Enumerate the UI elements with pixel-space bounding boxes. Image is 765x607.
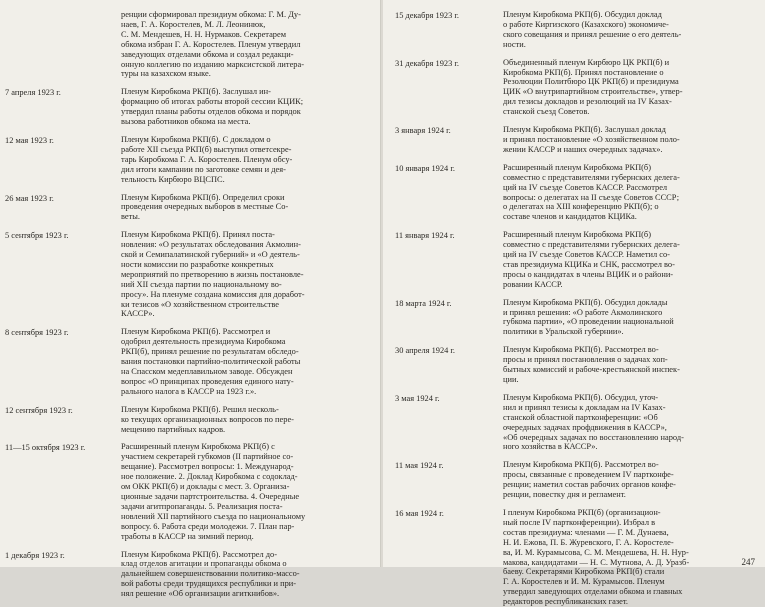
entry-date: 31 декабря 1923 г. <box>395 58 459 68</box>
chronicle-entry <box>395 345 757 385</box>
right-page <box>383 0 765 607</box>
entry-text: Расширенный пленум Киробкома РКП(б) совместно с представителями губернских делега- ций на IV съезде Советов КАССР. Наметил со- став президиума КЦИКа и СНК, рассмотрел во- просы о кандидатах в члены ВЦИК и о райони- ровании КАССР. <box>503 230 680 289</box>
entry-date: 12 мая 1923 г. <box>5 135 54 145</box>
chronicle-entry <box>395 393 757 452</box>
entry-date: 3 мая 1924 г. <box>395 393 440 403</box>
entry-date: 11 мая 1924 г. <box>395 461 444 471</box>
page-number: 247 <box>741 557 755 567</box>
chronicle-entry <box>5 135 370 185</box>
entry-text: Пленум Киробкома РКП(б). Определил сроки проведения очередных выборов в местные Со- веты. <box>121 192 289 222</box>
entry-date: 5 сентября 1923 г. <box>5 231 69 241</box>
chronicle-entry <box>5 10 370 79</box>
entry-text: Объединенный пленум Кирбюро ЦК РКП(б) и Киробкома РКП(б). Принял постановление о Резолюции Политбюро ЦК РКП(б) и президиума ЦИК «О внутрипартийном строительстве», утвер- дил тезисы докладов и резолюций на IV Казах- станской съезд Советов. <box>503 57 683 117</box>
entry-date: 11 января 1924 г. <box>395 231 455 241</box>
entry-date: 1 декабря 1923 г. <box>5 550 65 560</box>
chronicle-entry <box>5 405 370 435</box>
entry-date: 18 марта 1924 г. <box>395 298 452 308</box>
entry-text: Пленум Киробкома РКП(б). Рассмотрел до- клад отделов агитации и пропаганды обкома о дальнейшем совершенствовании политико-массо- вой работы среди трудящихся республики и при- нял решение «Об организации агиткнибов». <box>121 549 300 599</box>
chronicle-entry <box>395 460 757 500</box>
entry-date: 16 мая 1924 г. <box>395 508 444 518</box>
right-chronicle-column <box>395 0 757 607</box>
entry-date: 8 сентября 1923 г. <box>5 328 69 338</box>
chronicle-entry <box>395 508 757 607</box>
entry-text: I пленум Киробкома РКП(б) (организацион- ный после IV партконференции). Избрал в состав президиума: членами — Г. М. Дунаева, Н. И. Ежова, П. Б. Журевского, Г. А. Коростеле- ва, И. М. Курамысова, С. М. Мендешева, Н. Н. Нур- макова, кандидатами — Н. С. Мутнова, А. Д. Уразб- баеву. Секретарями Киробкома РКП(б) стали Г. А. Коростелев и И. М. Курамысов. Пленум утвердил заведующих отделами обкома и главных редакторов республиканских газет. <box>503 507 690 607</box>
entry-text: Пленум Киробкома РКП(б). Обсудил доклады и принял решения: «О работе Акмолинского губкома партии», «О проведении национальной политики в Уральской губернии». <box>503 297 674 337</box>
entry-text: Пленум Киробкома РКП(б). Заслушал доклад и принял постановление «О хозяйственном поло- жении КАССР и наших очередных задачах». <box>503 125 680 154</box>
left-chronicle-column <box>5 0 370 599</box>
chronicle-entry <box>5 193 370 223</box>
chronicle-entry <box>5 442 370 541</box>
chronicle-entry <box>5 230 370 319</box>
entry-date <box>5 10 109 11</box>
entry-text: Пленум Киробкома РКП(б). Обсудил, уточ- нил и принял тезисы к докладам на IV Казах- станской областной партконференции: «Об очередных задачах профдвижения в КАССР», «Об очередных задачах по восстановлению народ- ного хозяйства в КАССР». <box>503 392 684 452</box>
entry-date: 12 сентября 1923 г. <box>5 405 73 415</box>
entry-text: Пленум Киробкома РКП(б). Обсудил доклад о работе Киргизского (Казахского) экономиче- ского совещания и принял решение о его деятель- ности. <box>503 10 682 49</box>
chronicle-entry <box>395 230 757 289</box>
chronicle-entry <box>5 87 370 127</box>
entry-date: 3 января 1924 г. <box>395 126 451 136</box>
entry-text: Расширенный пленум Киробкома РКП(б) с участием секретарей губкомов (II партийное со- вещание). Рассмотрел вопросы: 1. Международ- ное положение. 2. Доклад Киробкома с содоклад- ом ОКК РКП(б) и доклады с мест. 3. Организа- ционные задачи партстроительства. 4. Очередные задачи агитпропаганды. 5. Реализация поста- новлений XII партийного съезда по национальному вопросу. 6. Работа среди молодежи. 7. План пар- тработы в КАССР на зимний период. <box>121 442 306 541</box>
entry-date: 11—15 октября 1923 г. <box>5 443 86 453</box>
chronicle-entry <box>395 10 757 50</box>
entry-date: 7 апреля 1923 г. <box>5 88 61 98</box>
entry-text: Пленум Киробкома РКП(б). С докладом о работе XII съезда РКП(б) выступил ответсекре- тарь Киробкома Г. А. Коростелев. Пленум обсу- дил итоги кампании по заготовке семян и дея- тельность Кирбюро ВЦСПС. <box>121 134 293 184</box>
entry-text: ренции сформировал президиум обкома: Г. М. Ду- наев, Г. А. Коростелев, М. Л. Леонинюк, С. М. Мендешев, Н. Н. Нурмаков. Секретарем обкома избран Г. А. Коростелев. Пленум утвердил заведующих отделами обкома и создал редакци- онную коллегию по изданию марксистской литера- туры на казахском языке. <box>121 10 304 79</box>
entry-date: 30 апреля 1924 г. <box>395 346 456 356</box>
chronicle-entry <box>5 327 370 396</box>
entry-text: Пленум Киробкома РКП(б). Принял поста- новления: «О результатах обследования Акмолин- ской и Семипалатинской губерний» и «О деятель- ности комиссии по разработке конкретных мероприятий по претворению в жизнь постановле- ний XII съезда партии по национальному во- просу». На пленуме создана комиссия для доработ- ки тезисов «О хозяйственном строительстве КАССР». <box>121 230 305 319</box>
chronicle-entry <box>5 550 370 600</box>
entry-date: 15 декабря 1923 г. <box>395 11 459 20</box>
entry-text: Пленум Киробкома РКП(б). Рассмотрел и одобрил деятельность президиума Киробкома РКП(б), принял решение по результатам обследо- вания постановки партийно-политической работы на Спасском медеплавильном заводе. Обсужден вопрос «О принципах проведения единого нату- рального налога в КАССР на 1923 г.». <box>121 327 301 396</box>
entry-text: Пленум Киробкома РКП(б). Заслушал ин- формацию об итогах работы второй сессии КЦИК; утвердил планы работы отделов обкома и порядок вызова работников обкома на места. <box>121 87 304 127</box>
entry-text: Пленум Киробкома РКП(б). Решил несколь- ко текущих организационных вопросов по пере- мещению партийных кадров. <box>121 404 294 434</box>
left-page <box>0 0 382 599</box>
entry-date: 26 мая 1923 г. <box>5 193 54 203</box>
chronicle-entry <box>395 58 757 117</box>
entry-text: Пленум Киробкома РКП(б). Рассмотрел во- просы, связанные с проведением IV партконфе- ренции; наметил состав рабочих органов конфе- ренции, повестку дня и регламент. <box>503 460 676 500</box>
chronicle-entry <box>395 298 757 338</box>
chronicle-entry <box>395 125 757 155</box>
entry-date: 10 января 1924 г. <box>395 163 455 173</box>
chronicle-entry <box>395 163 757 222</box>
entry-text: Расширенный пленум Киробкома РКП(б) совместно с представителями губернских делега- ций на IV съезде Советов КАССР. Рассмотрел вопросы: о делегатах на II съезде Советов СССР; о делегатах на XIII конференцию РКП(б); о составе членов и кандидатов КЦИКа. <box>503 162 680 222</box>
entry-text: Пленум Киробкома РКП(б). Рассмотрел во- просы и принял постановления о задачах хоп- бытных комиссий и рабоче-крестьянской инспек- ции. <box>503 345 680 384</box>
